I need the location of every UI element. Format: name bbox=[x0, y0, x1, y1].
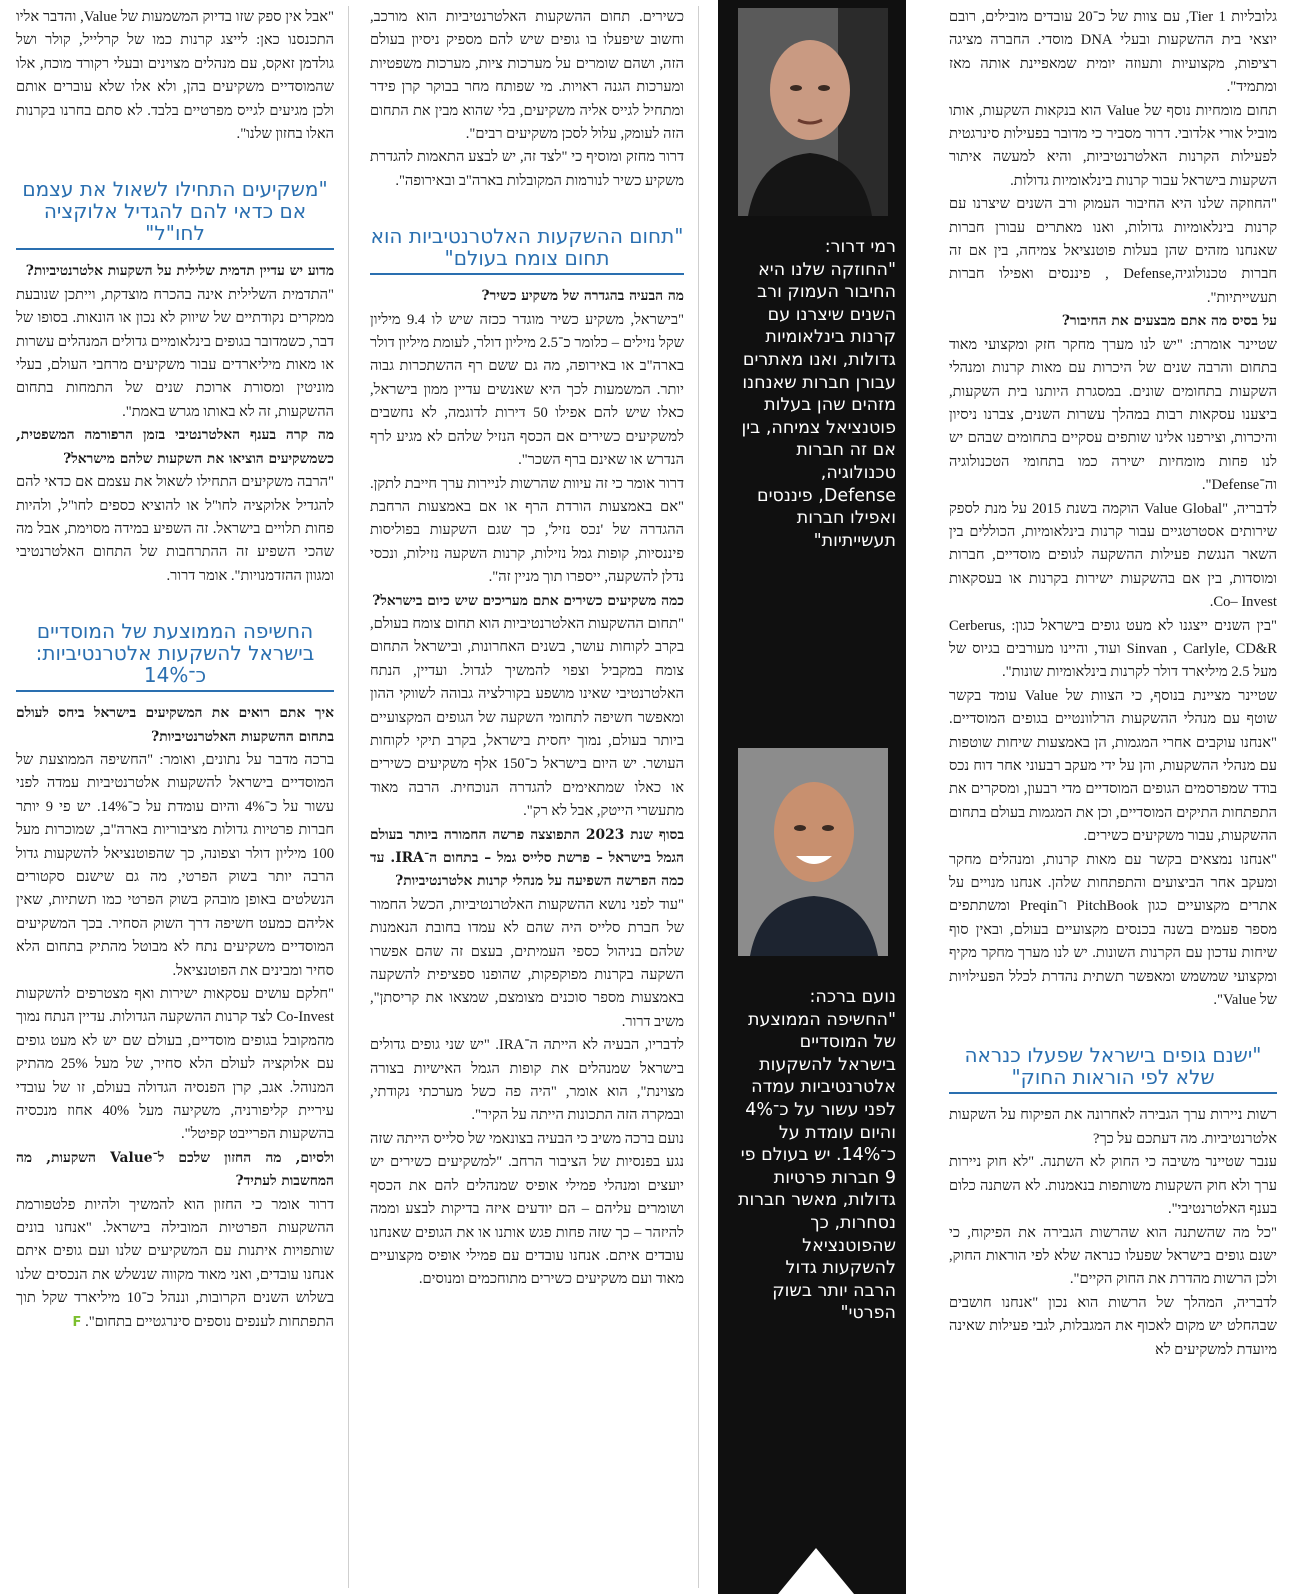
section-subheading: "משקיעים התחילו לשאול את עצמם אם כדאי להם להגדיל אלוקציה לחו"ל" bbox=[16, 178, 334, 250]
interview-question: כמה משקיעים כשירים אתם מעריכים שיש כיום בישראל? bbox=[372, 592, 684, 609]
paragraph: "חלקם עושים עסקאות ישירות ואף מצטרפים להשקעות Co-Invest לצד קרנות ההשקעה הגדולות. עדיין הנתח נמוך מהמקובל בגופים מוסדיים, בעולם שם יש לא מעט גופים עם אלוקציה לעולם הלא סחיר, של מעל 25% מהתיק המנוהל. אגב, קרן הפנסיה הגדולה בעולם, זו של עובדי עיריית קליפורניה, משקיעה מעל 40% אחוז מנכסיה בהשקעות הפרייבט קפיטל". bbox=[16, 986, 335, 1143]
portrait-photo-noam-bracha bbox=[738, 748, 888, 956]
article-column-2 bbox=[370, 6, 684, 1292]
paragraph: ענבר שטיינר משיבה כי החוק לא השתנה. "לא חוק ניירות ערך ולא חוק השקעות משותפות בנאמנות. לא השתנה כלום בענף האלטרנטיבי". bbox=[949, 1154, 1277, 1218]
paragraph: לדבריו, הבעיה לא הייתה ה־IRA. "יש שני גופים גדולים בישראל שמנהלים את קופות הגמל האישיות בצורה מצוינת", הוא אומר, "היה פה כשל מערכתי נקודתי, ובמקרה הזה התכונות הייתה על הקיר". bbox=[370, 1037, 684, 1124]
section-subheading: החשיפה הממוצעת של המוסדיים בישראל להשקעות אלטרנטיביות: כ־14% bbox=[16, 620, 334, 692]
paragraph: תחום מומחיות נוסף של Value הוא בנקאות השקעות, אותו מוביל אורי אלדובי. דרור מסביר כי מדובר בפעילות סינרגטית לפעילות הקרנות האלטרנטיביות, והיא למעשה איתור השקעות בישראל עבור קרנות בינלאומיות גדולות. bbox=[949, 102, 1278, 189]
person-icon bbox=[738, 748, 888, 956]
paragraph: "התדמית השלילית אינה בהכרח מוצדקת, וייתכן שנובעת ממקרים נקודתיים של שיווק לא נכון או הונאות. בסופו של דבר, כשמדובר בגופים בינלאומיים גדולים המנהלים עשרות או מאות מיליארדים עבור משקיעים מרחבי העולם, בעלי מוניטין ומסורת ארוכת שנים של התמחות בתחום ההשקעות, זה לא באותו מגרש באמת". bbox=[16, 286, 334, 420]
pull-quote-sidebar bbox=[718, 0, 906, 1594]
interview-question: מדוע יש עדיין תדמית שלילית על השקעות אלטרנטיביות? bbox=[25, 263, 334, 280]
paragraph: "אנחנו נמצאים בקשר עם מאות קרנות, ומנהלים מחקר ומעקב אחר הביצועים והתפתחות שלהן. אנחנו מנויים על אתרים מקצועיים כגון PitchBook ו־Preqin ומשתתפים מספר פעמים בשנה בכנסים מקצועיים בעולם, ובאין סוף שיחות עדכון עם הקרנות השונות. יש לנו מערך מחקר מקיף ומקצועי שמשמש ומאפשר תשתית נהדרת לכלל הפעילויות של Value". bbox=[949, 851, 1278, 1009]
pull-quote-text: "החשיפה הממוצעת של המוסדיים בישראל להשקעות אלטרנטיביות עמדה לפני עשור על כ־4% והיום עומדת על כ־14%. יש בעולם פי 9 חברות פרטיות גדולות, מאשר חברות נסחרות, כך שהפוטנציאל להשקעות גדול הרבה יותר בשוק הפרטי" bbox=[738, 1009, 896, 1324]
paragraph: "בין השנים ייצגנו לא מעט גופים בישראל כגון: Cerberus, Sinvan , Carlyle, CD&R ועוד, והיינו מעורבים בגיוס של מעל 2.5 מיליארד דולר לקרנות בינלאומיות שונות". bbox=[949, 617, 1277, 681]
paragraph: "עוד לפני נושא ההשקעות האלטרנטיביות, הכשל החמור של חברת סלייס היה שהם לא עמדו בחובת הנאמנות שלהם בניהול כספי העמיתים, בעצם זה שהם אפשרו השקעה בקרנות מפוקפקות, שהופנו ספציפית להשקעה באמצעות מספר סוכנים מצומצם, שמצאו את קריסתן", משיב דרור. bbox=[370, 896, 684, 1030]
page-arrow-icon bbox=[778, 1548, 854, 1594]
interview-question: על בסיס מה אתם מבצעים את החיבור? bbox=[1061, 313, 1277, 330]
paragraph: "החוזקה שלנו היא החיבור העמוק ורב השנים שיצרנו עם קרנות בינלאומיות גדולות, ואנו מאתרים עבורן חברות שאנחנו מזהים שהן בעלות פוטנציאל צמיחה, בין אם זה חברות טכנולוגיה,Defense , פיננסים ואפילו חברות תעשייתיות". bbox=[949, 196, 1277, 306]
article-end-mark: F bbox=[72, 1314, 82, 1330]
pull-quote-2 bbox=[738, 986, 896, 1325]
article-column-1 bbox=[949, 6, 1277, 1362]
paragraph: "בישראל, משקיע כשיר מוגדר ככזה שיש לו 9.4 מיליון שקל נזילים – כלומר כ־2.5 מיליון דולר, לעומת מיליון דולר בארה"ב או באירופה, מה גם ששם רף ההשתכרות גבוה יותר. המשמעות לכך היא שאנשים עדיין ממון בישראל, כאלו שיש להם אפילו 50 דירות לדוגמה, לא נחשבים למשקיעים כשירים אם הכסף הנזיל שלהם לא מגיע לרף הנדרש או שאינם ברף השכר". bbox=[370, 311, 685, 469]
paragraph: "תחום ההשקעות האלטרנטיביות הוא תחום צומח בעולם, בקרב לקוחות עושר, בשנים האחרונות, ובישראל התחום צומח במקביל וצפוי להמשיך לגדול. ועדיין, הנתח האלטרנטיבי שאינו מושפע בקורלציה גבוהה לשווקי ההון ומאפשר חשיפה לתחומי השקעה של הגופים המקצועיים ביותר בעולם, נמוך יחסית בישראל, בקרב תיקי לקוחות העושר. יש היום בישראל כ־150 אלף משקיעים כשירים או כאלו שמתאימים להגדרה הנוכחית. הרבה מאוד מתעשרי הייטק, אבל לא רק". bbox=[370, 615, 684, 820]
paragraph: "אבל אין ספק שזו בדיוק המשמעות של Value, והדבר אליו התכנסנו כאן: לייצג קרנות כמו של קרלייל, קולר ושל גולדמן זאקס, עם מנהלים מצוינים ובעלי רקורד מוכח, אלו שהמוסדיים משקיעים בהן, ולא אלו שלא עוברים אותם ולכן מגיעים לגייס מפרטיים בלבד. לא סתם בחרנו בקרנות האלו בחזון שלנו". bbox=[16, 9, 334, 143]
portrait-photo-rami-dror bbox=[738, 8, 888, 216]
article-column-3 bbox=[16, 6, 334, 1334]
paragraph: "הרבה משקיעים התחילו לשאול את עצמם אם כדאי להם להגדיל אלוקציה לחו"ל או להוציא כספים לחו"ל, ולהיות פחות תלויים בישראל. זה השפיע במידה מסוימת, אבל מה שהכי השפיע זה ההתרחבות של התחום האלטרנטיבי ומגוון ההזדמנויות". אומר דרור. bbox=[16, 474, 334, 584]
pull-quote-speaker: רמי דרור: bbox=[824, 237, 896, 257]
section-subheading: "ישנם גופים בישראל שפעלו כנראה שלא לפי הוראות החוק" bbox=[949, 1044, 1277, 1094]
paragraph: ברכה מדבר על נתונים, ואומר: "החשיפה הממוצעת של המוסדיים בישראל להשקעות אלטרנטיביות עמדה לפני עשור על כ־4% והיום עומדת על כ־14%. יש פי 9 יותר חברות פרטיות גדולות מציבוריות בארה"ב, שמוכרות מעל 100 מיליון דולר וצפונה, כך שהפוטנציאל להשקעות גדול הרבה יותר בשוק הפרטי, מה גם שישנם סקטורים הנשלטים באופן מובהק בשוק הפרטי כמו תשתיות, שאין אליהם כמעט חשיפה דרך השוק הסחיר. בכך המשקיעים המוסדיים משקיעים נתח לא מבוטל מהתיק בתחום הלא סחיר ומבינים את הפוטנציאל. bbox=[16, 751, 334, 979]
interview-question: בסוף שנת 2023 התפוצצה פרשה החמורה ביותר בעולם הגמל בישראל – פרשת סלייס גמל – בתחום ה־IRA. עד כמה הפרשה השפיעה על מנהלי קרנות אלטרנטיביות? bbox=[370, 826, 685, 890]
paragraph: דרור אומר כי זה עיוות שהרשות לניירות ערך חייבת לתקן. "אם באמצעות הורדת הרף או אם באמצעות הרחבת ההגדרה של 'נכס נזיל', כך שגם השקעות בפוליסות פיננסיות, קופות גמל נזילות, קרנות השקעה נזילות, ונכסי נדלן להשקעה, ייספרו תוך מניין זה". bbox=[370, 475, 684, 586]
paragraph: כשירים. תחום ההשקעות האלטרנטיביות הוא מורכב, וחשוב שיפעלו בו גופים שיש להם מספיק ניסיון בעולם הזה, ושהם שומרים על מערכות ציות, מערכות משפטיות ומערכות הגנה ראויות. מי שפותח מחר בבוקר קרן פידר ומתחיל לגייס אליה משקיעים, בלי שהוא מבין את התחום הזה לעומק, עלול לסכן משקיעים רבים". bbox=[370, 9, 684, 143]
paragraph: גלובליות Tier 1, עם צוות של כ־20 עובדים מובילים, רובם יוצאי בית ההשקעות ובעלי DNA מוסדי. החברה מציגה רציפות, מקצועיות ותעוזה יומית שמאפיינת אותה מאז ומתמיד". bbox=[949, 9, 1277, 96]
paragraph: דרור מחזק ומוסיף כי "לצד זה, יש לבצע התאמות להגדרת משקיע כשיר לנורמות המקובלות בארה"ב ובאירופה". bbox=[370, 149, 684, 189]
column-divider bbox=[348, 6, 349, 1588]
paragraph: "כל מה שהשתנה הוא שהרשות הגבירה את הפיקוח, כי ישנם גופים בישראל שפעלו כנראה שלא לפי הוראות החוק, ולכן הרשות מהדרת את החוק הקיים". bbox=[949, 1224, 1277, 1288]
paragraph bbox=[16, 1194, 334, 1334]
interview-question: ולסיום, מה החזון שלכם ל־Value השקעות, מה המחשבות לעתיד? bbox=[16, 1149, 334, 1190]
paragraph: נועם ברכה משיב כי הבעיה בצונאמי של סלייס הייתה שזה נגע בפנסיות של הציבור הרחב. "למשקיעים כשירים יש יועצים ומנהלי פמילי אופיס שמנהלים להם את הכסף ושומרים עליהם – הם יודעים איזה בדיקות לבצע וממה להיזהר – כך שזה פחות פגש אותנו או את הגופים שאנחנו עובדים איתם. אנחנו עובדים עם פמילי אופיס מקצועיים מאוד ועם משקיעים כשירים מתוחכמים ומנוסים. bbox=[370, 1130, 684, 1288]
column-divider bbox=[698, 6, 699, 1588]
interview-question: איך אתם רואים את המשקיעים בישראל ביחס לעולם בתחום ההשקעות האלטרנטיביות? bbox=[16, 705, 334, 745]
paragraph: רשות ניירות ערך הגבירה לאחרונה את הפיקוח על השקעות אלטרנטיביות. מה דעתכם על כך? bbox=[949, 1107, 1277, 1147]
pull-quote-text: "החוזקה שלנו היא החיבור העמוק ורב השנים שיצרנו עם קרנות בינלאומיות גדולות, ואנו מאתרים עבורן חברות שאנחנו מזהים שהן בעלות פוטנציאל צמיחה, בין אם זה חברות טכנולוגיה, Defense, פיננסים ואפילו חברות תעשייתיות" bbox=[741, 259, 896, 551]
interview-question: מה הבעיה בהגדרה של משקיע כשיר? bbox=[481, 288, 684, 305]
paragraph: לדבריה, "Value Global הוקמה בשנת 2015 על מנת לספק שירותים אסטרטגיים עבור קרנות בינלאומיות, הכוללים בין השאר הנגשת פעילות ההשקעה לגופים מוסדיים, חברות ומוסדות, בין אם בהשקעות ישירות בקרנות או בעסקאות Co– Invest. bbox=[949, 500, 1277, 611]
person-icon bbox=[738, 8, 888, 216]
paragraph: שטיינר אומרת: "יש לנו מערך מחקר חזק ומקצועי מאוד בתחום והרבה שנים של היכרות עם מאות קרנות ומנהלי השקעות בתחומים שונים. במסגרת היותנו בית השקעות, ביצענו עסקאות רבות במהלך עשרות השנים, צברנו ניסיון והיכרות, וצירפנו אלינו שותפים עסקיים בתחומים שבהם יש לנו פחות מומחיות ישירה כמו בתחומי הטכנולוגיה וה־Defense". bbox=[949, 336, 1277, 494]
pull-quote-1 bbox=[738, 236, 896, 552]
paragraph: שטיינר מציינת בנוסף, כי הצוות של Value עומד בקשר שוטף עם מנהלי ההשקעות הרלוונטיים בגופים המוסדיים. "אנחנו עוקבים אחרי המגמות, הן באמצעות שיחות שוטפות עם מנהלי ההשקעות, והן על ידי מעקב רבעוני אחר דוח נכס בודד שמפרסמים הגופים המוסדיים מדי רבעון, ומסקרים את התפתחות התיקים המוסדיים, וכן את המגמות בעולם בתחום ההשקעות, עבור משקיעים כשירים. bbox=[949, 687, 1277, 845]
interview-question: מה קרה בענף האלטרנטיבי בזמן הרפורמה המשפטית, כשמשקיעים הוציאו את השקעות שלהם מישראל? bbox=[16, 427, 334, 467]
section-subheading: "תחום ההשקעות האלטרנטיביות הוא תחום צומח בעולם" bbox=[370, 225, 684, 275]
pull-quote-speaker: נועם ברכה: bbox=[809, 987, 896, 1007]
paragraph-text: דרור אומר כי החזון הוא להמשיך ולהיות פלטפורמת ההשקעות הפרטיות המובילה בישראל. "אנחנו בונים שותפויות איתנות עם המשקיעים שלנו ועם גופים איתם אנחנו עובדים, ואני מאוד מקווה שנשלש את הנכסים שלנו בשלוש השנים הקרובות, וננהל כ־10 מיליארד שקל תוך התפתחות לענפים נוספים סינרגטיים בתחום". bbox=[16, 1196, 334, 1330]
paragraph: לדבריה, המהלך של הרשות הוא נכון "אנחנו חושבים שבהחלט יש מקום לאכוף את המגבלות, לגבי פעילות שאינה מיועדת למשקיעים לא bbox=[949, 1294, 1277, 1358]
